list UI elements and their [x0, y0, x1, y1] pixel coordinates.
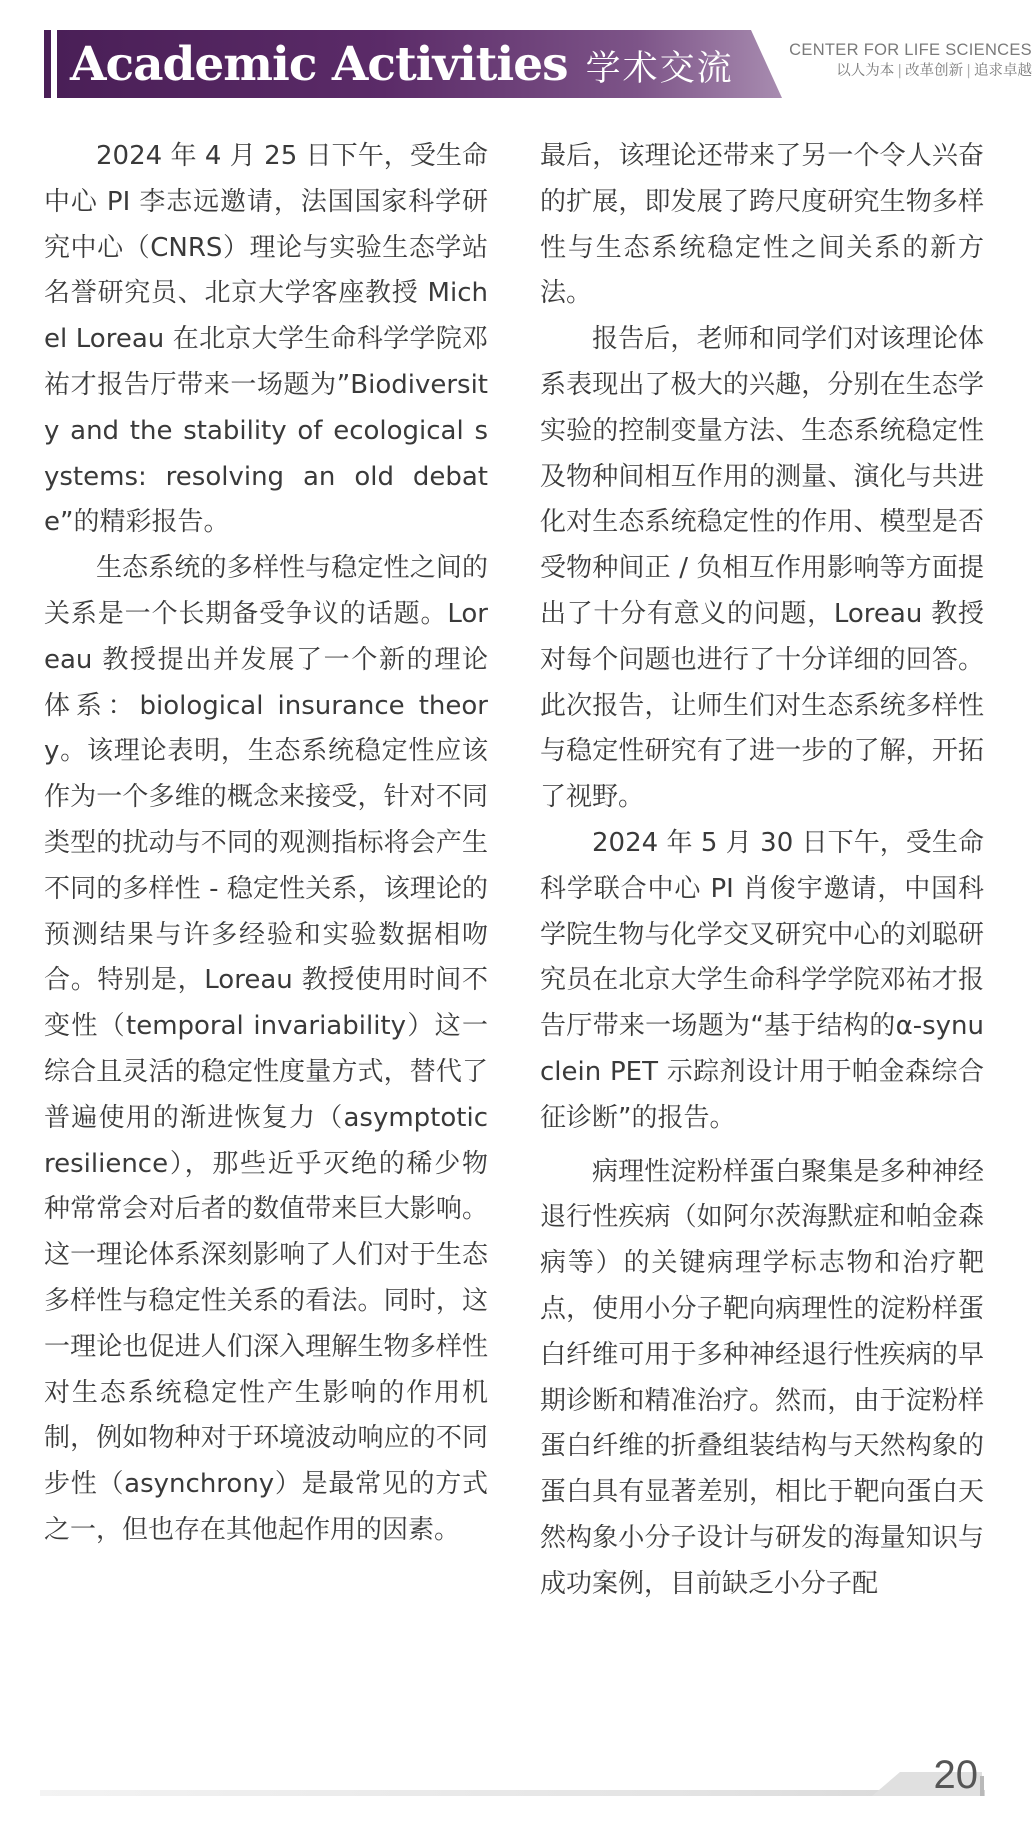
page-number: 20 [933, 1753, 978, 1797]
footer-tick [980, 1776, 984, 1796]
section-title-en: Academic Activities [70, 37, 568, 92]
paragraph: 2024 年 5 月 30 日下午，受生命科学联合中心 PI 肖俊宇邀请，中国科学院生物与化学交叉研究中心的刘聪研究员在北京大学生命科学学院邓祐才报告厅带来一场题为“基于结构的α-synuclein PET 示踪剂设计用于帕金森综合征诊断”的报告。 [540, 827, 984, 1133]
paragraph: 病理性淀粉样蛋白聚集是多种神经退行性疾病（如阿尔茨海默症和帕金森病等）的关键病理学标志物和治疗靶点，使用小分子靶向病理性的淀粉样蛋白纤维可用于多种神经退行性疾病的早期诊断和精准治疗。然而，由于淀粉样蛋白纤维的折叠组装结构与天然构象的蛋白具有显著差别，相比于靶向蛋白天然构象小分子设计与研发的海量知识与成功案例，目前缺乏小分子配 [540, 1156, 984, 1599]
motto-separator: | [966, 63, 971, 79]
motto-separator: | [897, 63, 903, 79]
section-title [70, 36, 734, 94]
article-body [44, 134, 984, 1734]
center-motto [752, 61, 1032, 81]
paragraph: 2024 年 4 月 25 日下午，受生命中心 PI 李志远邀请，法国国家科学研究中心（CNRS）理论与实验生态学站名誉研究员、北京大学客座教授 Michel Loreau 在北京大学生命科学学院邓祐才报告厅带来一场题为”Biodiversity and the stability of ecological systems: resolving an old debate”的精彩报告。 [44, 141, 488, 538]
center-branding [752, 40, 1032, 81]
section-title-cn: 学术交流 [585, 49, 734, 89]
header-accent-bar [44, 30, 51, 98]
motto-item: 追求卓越 [974, 63, 1032, 79]
motto-item: 改革创新 [905, 63, 964, 79]
paragraph: 生态系统的多样性与稳定性之间的关系是一个长期备受争议的话题。Loreau 教授提出并发展了一个新的理论体系：biological insurance theory。该理论表明，生态系统稳定性应该作为一个多维的概念来接受，针对不同类型的扰动与不同的观测指标将会产生不同的多样性 - 稳定性关系，该理论的预测结果与许多经验和实验数据相吻合。特别是，Loreau 教授使用时间不变性（temporal invariability）这一综合且灵活的稳定性度量方式，替代了普遍使用的渐进恢复力（asymptotic resilience），那些近乎灭绝的稀少物种常常会对后者的数值带来巨大影响。这一理论体系深刻影响了人们对于生态多样性与稳定性关系的看法。同时，这一理论也促进人们深入理解生物多样性对生态系统稳定性产生影响的作用机制，例如物种对于环境波动响应的不同步性（asynchrony）是最常见的方式之一，但也存在其他起作用的因素。 [44, 553, 488, 1545]
motto-item: 以人为本 [836, 63, 895, 79]
center-name: CENTER FOR LIFE SCIENCES [789, 41, 1032, 59]
page-header [44, 30, 1032, 98]
paragraph-continued: 最后，该理论还带来了另一个令人兴奋的扩展，即发展了跨尺度研究生物多样性与生态系统稳定性之间关系的新方法。 [540, 141, 984, 309]
left-column [44, 134, 488, 1734]
paragraph: 报告后，老师和同学们对该理论体系表现出了极大的兴趣，分别在生态学实验的控制变量方法、生态系统稳定性及物种间相互作用的测量、演化与共进化对生态系统稳定性的作用、模型是否受物种间正 / 负相互作用影响等方面提出了十分有意义的问题，Loreau 教授对每个问题也进行了十分详细的回答。此次报告，让师生们对生态系统多样性与稳定性研究有了进一步的了解，开拓了视野。 [540, 324, 984, 813]
footer-rule [40, 1790, 985, 1796]
right-column [540, 134, 984, 1734]
